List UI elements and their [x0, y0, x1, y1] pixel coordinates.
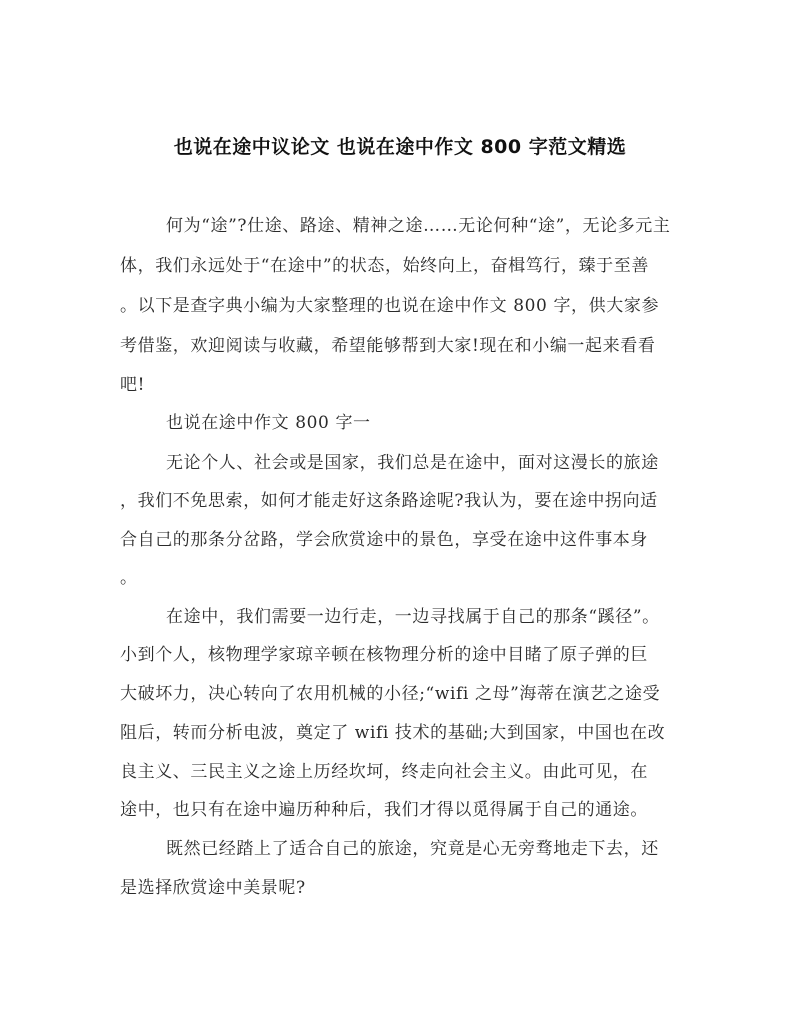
- paragraph-3-line-5: 良主义、三民主义之途上历经坎坷，终走向社会主义。由此可见，在: [120, 762, 648, 782]
- paragraph-3-line-3: 大破坏力，决心转向了农用机械的小径;“wifi 之母”海蒂在演艺之途受: [120, 684, 661, 704]
- paragraph-1-line-4: 考借鉴，欢迎阅读与收藏，希望能够帮到大家!现在和小编一起来看看: [120, 336, 656, 356]
- paragraph-1-line-3: 。以下是查字典小编为大家整理的也说在途中作文 800 字，供大家参: [120, 296, 660, 316]
- paragraph-3-line-1: 在途中，我们需要一边行走，一边寻找属于自己的那条“蹊径”。: [166, 607, 660, 627]
- paragraph-2-line-1: 无论个人、社会或是国家，我们总是在途中，面对这漫长的旅途: [166, 453, 659, 473]
- paragraph-3-line-4: 阻后，转而分析电波，奠定了 wifi 技术的基础;大到国家，中国也在改: [120, 723, 666, 743]
- paragraph-4-line-1: 既然已经踏上了适合自己的旅途，究竟是心无旁骛地走下去，还: [166, 839, 659, 859]
- document-title: 也说在途中议论文 也说在途中作文 800 字范文精选: [173, 136, 627, 158]
- paragraph-1-line-5: 吧!: [120, 375, 146, 395]
- paragraph-4-line-2: 是选择欣赏途中美景呢?: [120, 878, 306, 898]
- section-heading: 也说在途中作文 800 字一: [166, 413, 371, 433]
- paragraph-2-line-4: 。: [120, 568, 138, 588]
- paragraph-3-line-2: 小到个人，核物理学家琼辛顿在核物理分析的途中目睹了原子弹的巨: [120, 645, 648, 665]
- paragraph-1-line-2: 体，我们永远处于“在途中”的状态，始终向上，奋楫笃行，臻于至善: [120, 256, 649, 276]
- paragraph-2-line-2: ，我们不免思索，如何才能走好这条路途呢?我认为，要在途中拐向适: [120, 491, 658, 511]
- paragraph-3-line-6: 途中，也只有在途中遍历种种后，我们才得以觅得属于自己的通途。: [120, 800, 648, 820]
- paragraph-1-line-1: 何为“途”?仕途、路途、精神之途……无论何种“途”，无论多元主: [166, 216, 671, 236]
- paragraph-2-line-3: 合自己的那条分岔路，学会欣赏途中的景色，享受在途中这件事本身: [120, 530, 648, 550]
